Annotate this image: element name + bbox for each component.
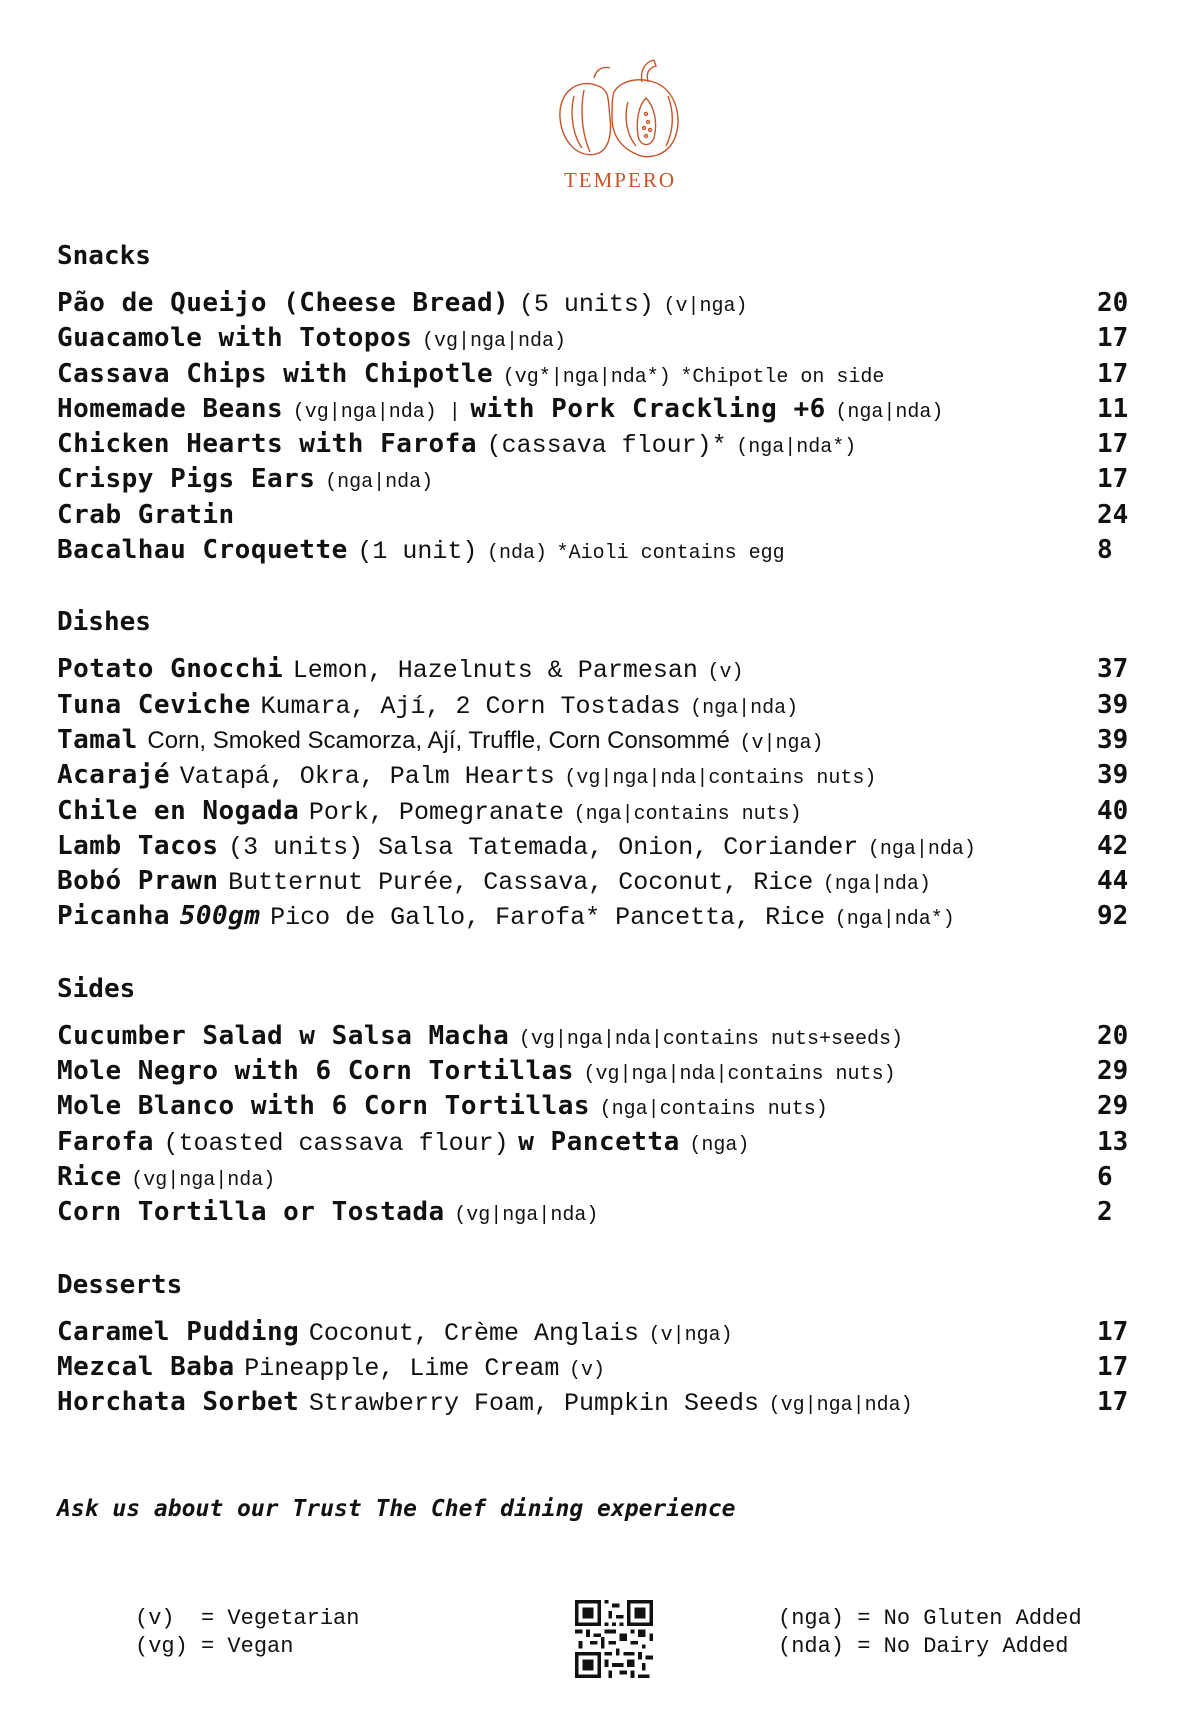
item-tag: (vg|nga|nda|contains nuts) [564, 767, 877, 791]
legend-no-dairy: (nda) = No Dairy Added [778, 1634, 1069, 1659]
item-tag: (nga|nda*) [834, 908, 955, 932]
menu-item [57, 1385, 1147, 1420]
item-name: Pão de Queijo (Cheese Bread) [57, 288, 510, 318]
brand-name: TEMPERO [563, 168, 676, 192]
item-tag: (vg|nga|nda) [454, 1204, 599, 1228]
restaurant-logo [540, 56, 700, 193]
item-desc: Kumara, Ají, 2 Corn Tostadas [260, 691, 681, 721]
item-price: 20 [1097, 288, 1129, 318]
item-price: 17 [1097, 323, 1129, 354]
item-name: Bacalhau Croquette [57, 535, 348, 566]
item-desc: (3 units) Salsa Tatemada, Onion, Coriander [228, 832, 859, 862]
menu-item [57, 286, 1147, 321]
menu-item [57, 652, 1147, 687]
item-price: 11 [1097, 393, 1129, 424]
menu-item [57, 688, 1147, 723]
item-price: 20 [1097, 1020, 1129, 1051]
item-name: Cucumber Salad w Salsa Macha [57, 1020, 510, 1051]
item-desc: (5 units) [518, 290, 654, 319]
item-price: 37 [1097, 654, 1129, 685]
item-tag: (nga|nda*) [736, 436, 857, 460]
item-tag: (nga|nda) [867, 837, 976, 861]
item-tag: (nga|nda) [822, 873, 931, 897]
item-price: 39 [1097, 760, 1129, 791]
menu-item [57, 1125, 1147, 1160]
legend-vegan: (vg) = Vegan [135, 1634, 294, 1659]
item-name: Bobó Prawn [57, 866, 219, 897]
item-desc: (1 unit) [357, 537, 478, 567]
menu [57, 236, 1147, 1420]
item-name: Crab Gratin [57, 499, 235, 530]
item-desc: (toasted cassava flour) [163, 1128, 509, 1158]
item-tag: (vg|nga|nda|contains nuts) [583, 1063, 896, 1087]
menu-item [57, 723, 1147, 758]
item-tag: (vg*|nga|nda*) [502, 365, 671, 389]
menu-item [57, 1315, 1147, 1350]
menu-item [57, 1019, 1147, 1054]
section-title: Sides [57, 973, 136, 1004]
item-name: Mezcal Baba [57, 1351, 235, 1382]
item-desc: Butternut Purée, Cassava, Coconut, Rice [228, 868, 814, 898]
item-name: Chicken Hearts with Farofa [57, 429, 477, 460]
item-name: Mole Negro with 6 Corn Tortillas [57, 1056, 574, 1087]
item-price: 17 [1097, 1316, 1129, 1347]
item-tag: (vg|nga|nda) [421, 330, 567, 354]
item-tag: (nga) [689, 1133, 750, 1157]
section-snacks [57, 236, 1147, 568]
item-price: 17 [1097, 464, 1129, 495]
section-title: Desserts [57, 1269, 183, 1300]
menu-item [57, 1089, 1147, 1124]
menu-item [57, 1160, 1147, 1195]
menu-item [57, 758, 1147, 793]
item-tag: (nga|nda) [690, 696, 799, 720]
item-price: 44 [1097, 866, 1129, 897]
item-price: 17 [1097, 429, 1129, 460]
item-name: Tuna Ceviche [57, 689, 251, 720]
item-desc: Vatapá, Okra, Palm Hearts [179, 762, 555, 792]
menu-item [57, 899, 1147, 934]
item-tag: (v) [707, 661, 744, 685]
item-price: 92 [1097, 901, 1129, 932]
menu-item [57, 392, 1147, 427]
item-price: 17 [1097, 1351, 1129, 1382]
menu-item [57, 357, 1147, 392]
menu-item [57, 864, 1147, 899]
item-price: 17 [1097, 1387, 1129, 1418]
item-name: Picanha [57, 901, 171, 932]
item-tag: (v|nga) [663, 295, 748, 318]
section-sides [57, 969, 1147, 1231]
item-desc: Coconut, Crème Anglais [308, 1318, 639, 1348]
legend-vegetarian: (v) = Vegetarian [135, 1606, 360, 1631]
item-price: 2 [1097, 1197, 1113, 1228]
item-desc: Lemon, Hazelnuts & Parmesan [292, 656, 698, 686]
item-name: Lamb Tacos [57, 830, 219, 861]
item-name: Caramel Pudding [57, 1316, 300, 1347]
item-desc: (cassava flour)* [486, 431, 727, 461]
item-tag: (nda) [487, 542, 548, 566]
item-price: 13 [1097, 1126, 1129, 1157]
item-name: Potato Gnocchi [57, 654, 284, 685]
item-name: Cassava Chips with Chipotle [57, 358, 494, 389]
qr-code-icon[interactable] [575, 1600, 653, 1678]
item-name: Rice [57, 1161, 122, 1192]
item-desc: Corn, Smoked Scamorza, Ají, Truffle, Corn Consommé [147, 726, 730, 754]
menu-item [57, 462, 1147, 497]
legend-no-gluten: (nga) = No Gluten Added [778, 1606, 1082, 1631]
item-price: 8 [1097, 535, 1113, 566]
item-name: Corn Tortilla or Tostada [57, 1197, 445, 1228]
item-addon: with Pork Crackling +6 [470, 393, 826, 424]
item-note: *Aioli contains egg [556, 542, 785, 566]
bell-pepper-icon [550, 56, 690, 164]
item-desc: Pineapple, Lime Cream [244, 1353, 560, 1383]
section-dishes [57, 602, 1147, 934]
item-tag: (nga|nda) [325, 471, 434, 495]
item-tag: (vg|nga|nda) [768, 1394, 913, 1418]
item-price: 29 [1097, 1091, 1129, 1122]
item-name: Tamal [57, 724, 138, 755]
section-title: Snacks [57, 241, 151, 271]
item-price: 39 [1097, 689, 1129, 720]
item-addon-tag: (nga|nda) [835, 400, 944, 424]
menu-item [57, 1350, 1147, 1385]
item-tag: (v) [568, 1358, 605, 1382]
item-tag: (v|nga) [648, 1323, 733, 1347]
section-desserts [57, 1265, 1147, 1421]
item-tag: (vg|nga|nda) [131, 1168, 276, 1192]
item-desc: Pico de Gallo, Farofa* Pancetta, Rice [270, 903, 826, 933]
item-desc: Strawberry Foam, Pumpkin Seeds [308, 1389, 759, 1419]
menu-item [57, 1054, 1147, 1089]
item-tag: (vg|nga|nda) | [292, 400, 461, 424]
item-name: Homemade Beans [57, 393, 284, 424]
item-note: *Chipotle on side [680, 365, 885, 389]
item-price: 40 [1097, 795, 1129, 826]
item-name: Farofa [57, 1126, 154, 1157]
item-name: Horchata Sorbet [57, 1387, 300, 1418]
item-price: 24 [1097, 499, 1129, 530]
item-tag: (vg|nga|nda|contains nuts+seeds) [518, 1027, 903, 1051]
item-desc: Pork, Pomegranate [308, 797, 564, 827]
menu-item [57, 829, 1147, 864]
trust-the-chef-note: Ask us about our Trust The Chef dining experience [57, 1496, 736, 1522]
item-price: 17 [1097, 358, 1129, 389]
item-name: Guacamole with Totopos [57, 323, 413, 354]
item-price: 6 [1097, 1161, 1113, 1192]
item-weight: 500gm [179, 901, 261, 932]
section-title: Dishes [57, 607, 151, 638]
menu-item [57, 533, 1147, 568]
menu-item [57, 427, 1147, 462]
item-price: 29 [1097, 1056, 1129, 1087]
menu-item [57, 794, 1147, 829]
menu-item [57, 1195, 1147, 1230]
item-tag: (nga|contains nuts) [599, 1098, 828, 1122]
menu-item [57, 498, 1147, 533]
item-price: 42 [1097, 830, 1129, 861]
item-name: Acarajé [57, 760, 171, 791]
legend-left [135, 1605, 359, 1661]
item-name: Mole Blanco with 6 Corn Tortillas [57, 1091, 591, 1122]
item-price: 39 [1097, 724, 1129, 755]
item-tag: (v|nga) [739, 731, 824, 755]
item-tag: (nga|contains nuts) [573, 802, 802, 826]
item-addon: w Pancetta [518, 1126, 680, 1157]
item-name: Chile en Nogada [57, 795, 300, 826]
legend-right [778, 1605, 1082, 1661]
menu-item [57, 321, 1147, 356]
item-name: Crispy Pigs Ears [57, 464, 316, 495]
